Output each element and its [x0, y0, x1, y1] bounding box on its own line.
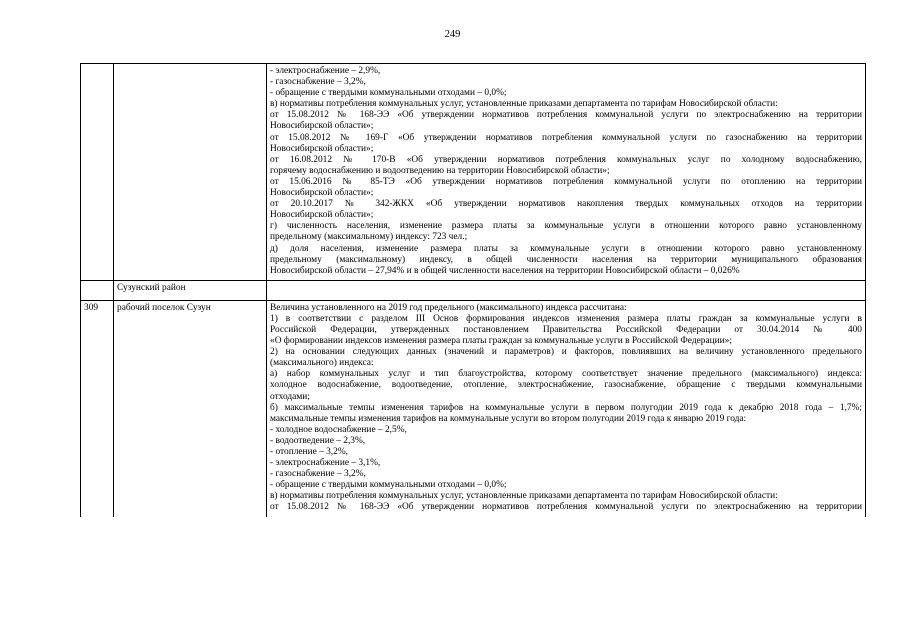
text-line: г) численность населения, изменение размера платы за коммунальные услуги в отношении которого равно установленному	[270, 221, 862, 232]
text-line: - холодное водоснабжение – 2,5%,	[270, 424, 407, 435]
description-cell	[267, 64, 866, 281]
text-line: от 15.08.2012 № 168-ЭЭ «Об утверждении нормативов потребления коммунальной услуги по электроснабжению на территории	[270, 110, 862, 121]
text-line: «О формировании индексов изменения размера платы граждан за коммунальные услуги в Российской Федерации»;	[270, 336, 732, 347]
description-cell	[267, 300, 866, 516]
table-row-settlement	[81, 300, 866, 516]
text-line: Новосибирской области»;	[270, 121, 374, 132]
text-line: - обращение с твердыми коммунальными отходами – 0,0%;	[270, 480, 507, 491]
municipality-cell	[114, 64, 267, 281]
text-line: Величина установленного на 2019 год предельного (максимального) индекса рассчитана:	[270, 302, 627, 313]
text-line: - электроснабжение – 3,1%,	[270, 458, 381, 469]
text-line: Новосибирской области»;	[270, 188, 374, 199]
text-line: - газоснабжение – 3,2%,	[270, 77, 366, 88]
text-line: д) доля населения, изменение размера платы за коммунальные услуги в отношении которого равно установленному	[270, 243, 862, 254]
text-line: предельному (максимальному) индексу: 723 чел.;	[270, 232, 468, 243]
row-number-cell	[81, 280, 114, 300]
text-line: Российской Федерации, утвержденных постановлением Правительства Российской Федерации от 30.04.2014 № 400	[270, 324, 862, 335]
text-line: холодное водоснабжение, водоотведение, отопление, электроснабжение, газоснабжение, обращение с твердыми коммунальными	[270, 380, 862, 391]
text-line: в) нормативы потребления коммунальных услуг, установленные приказами департамента по тарифам Новосибирской области:	[270, 99, 778, 110]
text-line: от 15.06.2016 № 85-ТЭ «Об утверждении нормативов потребления коммунальной услуги по отоплению на территории	[270, 176, 862, 187]
text-line: Новосибирской области»;	[270, 210, 374, 221]
text-line: - отопление – 3,2%,	[270, 447, 348, 457]
text-line: Новосибирской области»;	[270, 143, 374, 154]
text-line: а) набор коммунальных услуг и тип благоустройства, которому соответствует значение предельного (максимального) индекса:	[270, 369, 862, 380]
text-line: максимальные темпы изменения тарифов на коммунальные услуги во втором полугодии 2019 года к январю 2019 года:	[270, 413, 747, 424]
text-line: б) максимальные темпы изменения тарифов на коммунальные услуги в первом полугодии 2019 года к декабрю 2018 года – 1,7%;	[270, 402, 862, 413]
text-line: от 15.08.2012 № 169-Г «Об утверждении нормативов потребления коммунальной услуги по газоснабжению на территории	[270, 132, 862, 143]
row-number-cell	[81, 64, 114, 281]
district-name-cell: Сузунский район	[114, 280, 267, 300]
text-line: горячему водоснабжению и водоотведению на территории Новосибирской области»;	[270, 165, 610, 176]
table-row-continued	[81, 64, 866, 281]
text-line: 2) на основании следующих данных (значений и параметров) и факторов, повлиявших на величину установленного предельного	[270, 347, 862, 358]
text-line: предельному (максимальному) индексу, в общей численности населения на территории муниципального образования	[270, 254, 862, 265]
text-line: от 20.10.2017 № 342-ЖКХ «Об утверждении нормативов накопления твердых коммунальных отходов на территории	[270, 199, 862, 210]
index-table	[80, 63, 866, 517]
text-line: отходами;	[270, 391, 310, 402]
text-line: 1) в соответствии с разделом III Основ формирования индексов изменения размера платы граждан за коммунальные услуги в	[270, 313, 862, 324]
text-line: - обращение с твердыми коммунальными отходами – 0,0%;	[270, 88, 507, 99]
text-line: - электроснабжение – 2,9%,	[270, 66, 381, 76]
text-line: от 15.08.2012 № 168-ЭЭ «Об утверждении нормативов потребления коммунальной услуги по электроснабжению на территории	[270, 502, 862, 513]
table-row-district	[81, 280, 866, 300]
municipality-cell: рабочий поселок Сузун	[114, 300, 267, 516]
text-line: в) нормативы потребления коммунальных услуг, установленные приказами департамента по тарифам Новосибирской области:	[270, 491, 778, 502]
text-line: - газоснабжение – 3,2%,	[270, 469, 366, 480]
text-line: - водоотведение – 2,3%,	[270, 435, 366, 446]
text-line: от 16.08.2012 № 170-В «Об утверждении нормативов потребления коммунальных услуг по холодному водоснабжению,	[270, 154, 862, 165]
text-line: (максимального) индекса:	[270, 358, 374, 369]
row-number-cell: 309	[81, 300, 114, 516]
description-cell	[267, 280, 866, 300]
page-number: 249	[444, 29, 461, 40]
text-line: Новосибирской области – 27,94% и в общей численности населения на территории Новосибирской области – 0,026%	[270, 265, 740, 276]
